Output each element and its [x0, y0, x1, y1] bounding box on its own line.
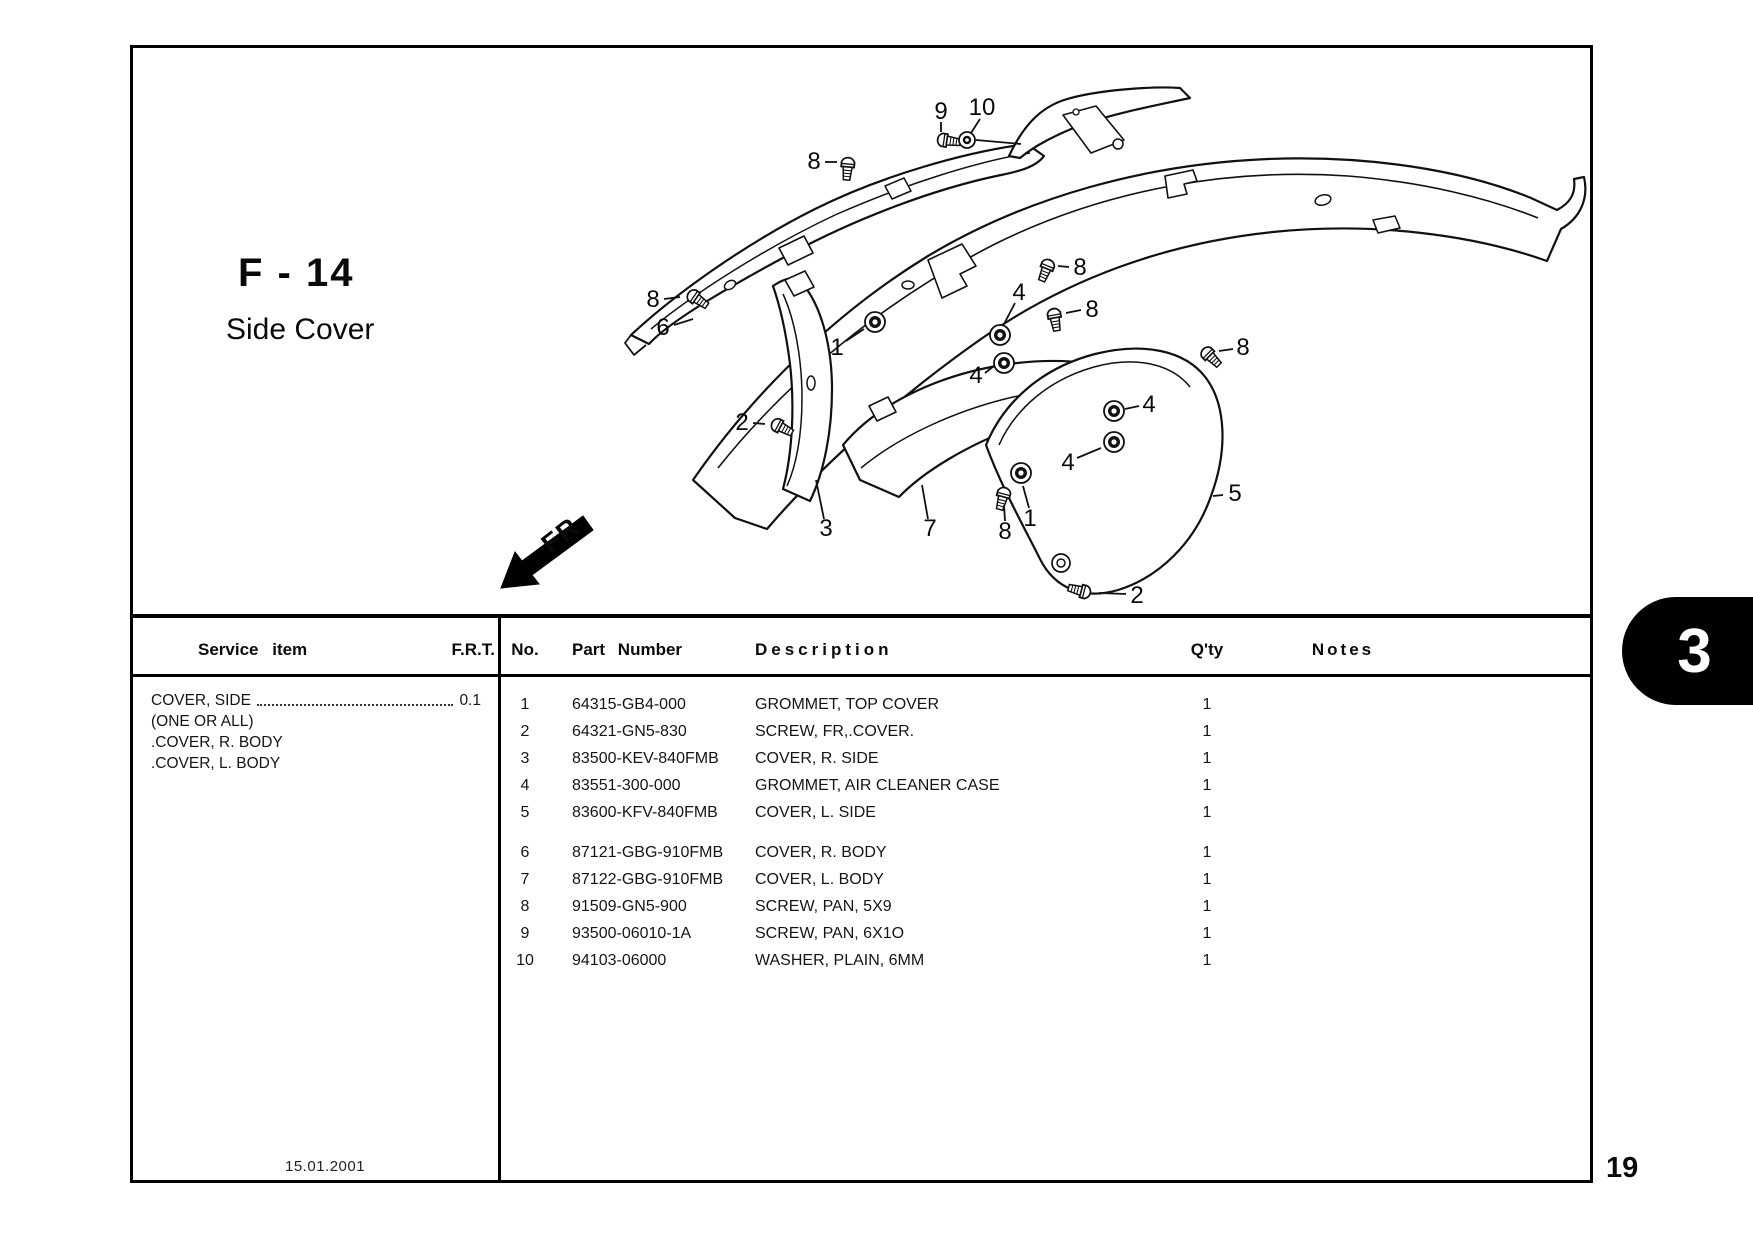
- exploded-diagram: [133, 48, 1590, 616]
- cell-part-number: 91509-GN5-900: [572, 898, 687, 915]
- section-tab-number: 3: [1677, 616, 1712, 686]
- service-entry: .COVER, L. BODY: [151, 755, 281, 772]
- diagram-callout-8: 8: [1236, 334, 1250, 361]
- diagram-callout-8: 8: [646, 286, 660, 313]
- header-description: Description: [755, 640, 893, 659]
- cell-description: COVER, L. BODY: [755, 871, 884, 888]
- cell-part-number: 83500-KEV-840FMB: [572, 750, 719, 767]
- cell-no: 3: [520, 750, 530, 767]
- table-row: [133, 750, 1590, 772]
- header-frt: F.R.T.: [451, 640, 495, 659]
- diagram-callout-7: 7: [923, 515, 937, 542]
- cell-no: 9: [520, 925, 530, 942]
- cell-part-number: 87121-GBG-910FMB: [572, 844, 724, 861]
- diagram-callout-2: 2: [1130, 582, 1144, 609]
- diagram-callout-6: 6: [656, 314, 670, 341]
- cell-no: 7: [520, 871, 530, 888]
- cell-description: SCREW, PAN, 6X1O: [755, 925, 905, 942]
- service-entry-text: COVER, SIDE: [151, 692, 251, 709]
- table-row: [133, 925, 1590, 947]
- cell-no: 4: [520, 777, 530, 794]
- table-row: [133, 723, 1590, 745]
- top-cover-shape: [1009, 88, 1190, 159]
- cell-description: COVER, R. SIDE: [755, 750, 879, 767]
- header-part-number: Part Number: [572, 640, 683, 659]
- diagram-callout-4: 4: [969, 362, 983, 389]
- cell-qty: 1: [1202, 696, 1212, 713]
- cell-no: 5: [520, 804, 530, 821]
- cell-no: 2: [520, 723, 530, 740]
- diagram-callout-4: 4: [1012, 279, 1026, 306]
- cell-qty: 1: [1202, 952, 1212, 969]
- page-number: 19: [1606, 1152, 1639, 1184]
- cell-part-number: 64321-GN5-830: [572, 723, 687, 740]
- service-entry: .COVER, R. BODY: [151, 734, 283, 751]
- fr-direction-label: FR: [535, 510, 586, 560]
- table-row: [133, 898, 1590, 920]
- cell-qty: 1: [1202, 723, 1212, 740]
- service-entry: (ONE OR ALL): [151, 713, 254, 730]
- cell-part-number: 64315-GB4-000: [572, 696, 686, 713]
- cell-no: 8: [520, 898, 530, 915]
- table-header-rule: [133, 674, 1590, 677]
- revision-date: 15.01.2001: [285, 1158, 366, 1175]
- header-no: No.: [511, 640, 539, 659]
- exploded-diagram-art: [133, 48, 1590, 616]
- cell-part-number: 93500-06010-1A: [572, 925, 692, 942]
- diagram-callout-4: 4: [1061, 449, 1075, 476]
- table-row: [133, 804, 1590, 826]
- cell-no: 6: [520, 844, 530, 861]
- cell-qty: 1: [1202, 804, 1212, 821]
- cell-description: WASHER, PLAIN, 6MM: [755, 952, 925, 969]
- cell-part-number: 87122-GBG-910FMB: [572, 871, 724, 888]
- cell-qty: 1: [1202, 750, 1212, 767]
- cell-description: GROMMET, TOP COVER: [755, 696, 940, 713]
- diagram-callout-10: 10: [968, 94, 996, 121]
- cell-description: GROMMET, AIR CLEANER CASE: [755, 777, 1000, 794]
- cell-part-number: 83600-KFV-840FMB: [572, 804, 718, 821]
- cell-qty: 1: [1202, 925, 1212, 942]
- cell-qty: 1: [1202, 777, 1212, 794]
- cell-qty: 1: [1202, 898, 1212, 915]
- header-notes: Notes: [1311, 640, 1375, 659]
- diagram-callout-8: 8: [1073, 254, 1087, 281]
- diagram-callout-8: 8: [807, 148, 821, 175]
- page-frame: [130, 45, 1593, 1183]
- diagram-callout-4: 4: [1142, 391, 1156, 418]
- cell-description: SCREW, PAN, 5X9: [755, 898, 892, 915]
- figure-code: F - 14: [238, 251, 355, 295]
- service-entry-frt: 0.1: [459, 692, 481, 709]
- table-top-rule: [133, 614, 1590, 618]
- diagram-callout-8: 8: [998, 518, 1012, 545]
- diagram-callout-5: 5: [1228, 480, 1242, 507]
- cell-qty: 1: [1202, 844, 1212, 861]
- diagram-callout-8: 8: [1085, 296, 1099, 323]
- table-row: [133, 696, 1590, 718]
- table-row: [133, 777, 1590, 799]
- figure-title: Side Cover: [226, 313, 375, 346]
- diagram-callout-1: 1: [1023, 505, 1037, 532]
- diagram-callout-9: 9: [934, 98, 948, 125]
- cell-description: COVER, L. SIDE: [755, 804, 876, 821]
- section-tab: [1622, 597, 1753, 705]
- header-service-item: Service item: [198, 640, 308, 659]
- cell-no: 1: [520, 696, 530, 713]
- diagram-callout-1: 1: [830, 334, 844, 361]
- cell-qty: 1: [1202, 871, 1212, 888]
- header-qty: Q'ty: [1190, 640, 1224, 659]
- cell-description: SCREW, FR,.COVER.: [755, 723, 915, 740]
- table-row: [133, 952, 1590, 974]
- cell-no: 10: [516, 952, 534, 969]
- cell-description: COVER, R. BODY: [755, 844, 887, 861]
- cell-part-number: 94103-06000: [572, 952, 667, 969]
- diagram-callout-2: 2: [735, 409, 749, 436]
- diagram-callout-3: 3: [819, 515, 833, 542]
- table-row: [133, 844, 1590, 866]
- cell-part-number: 83551-300-000: [572, 777, 681, 794]
- table-row: [133, 871, 1590, 893]
